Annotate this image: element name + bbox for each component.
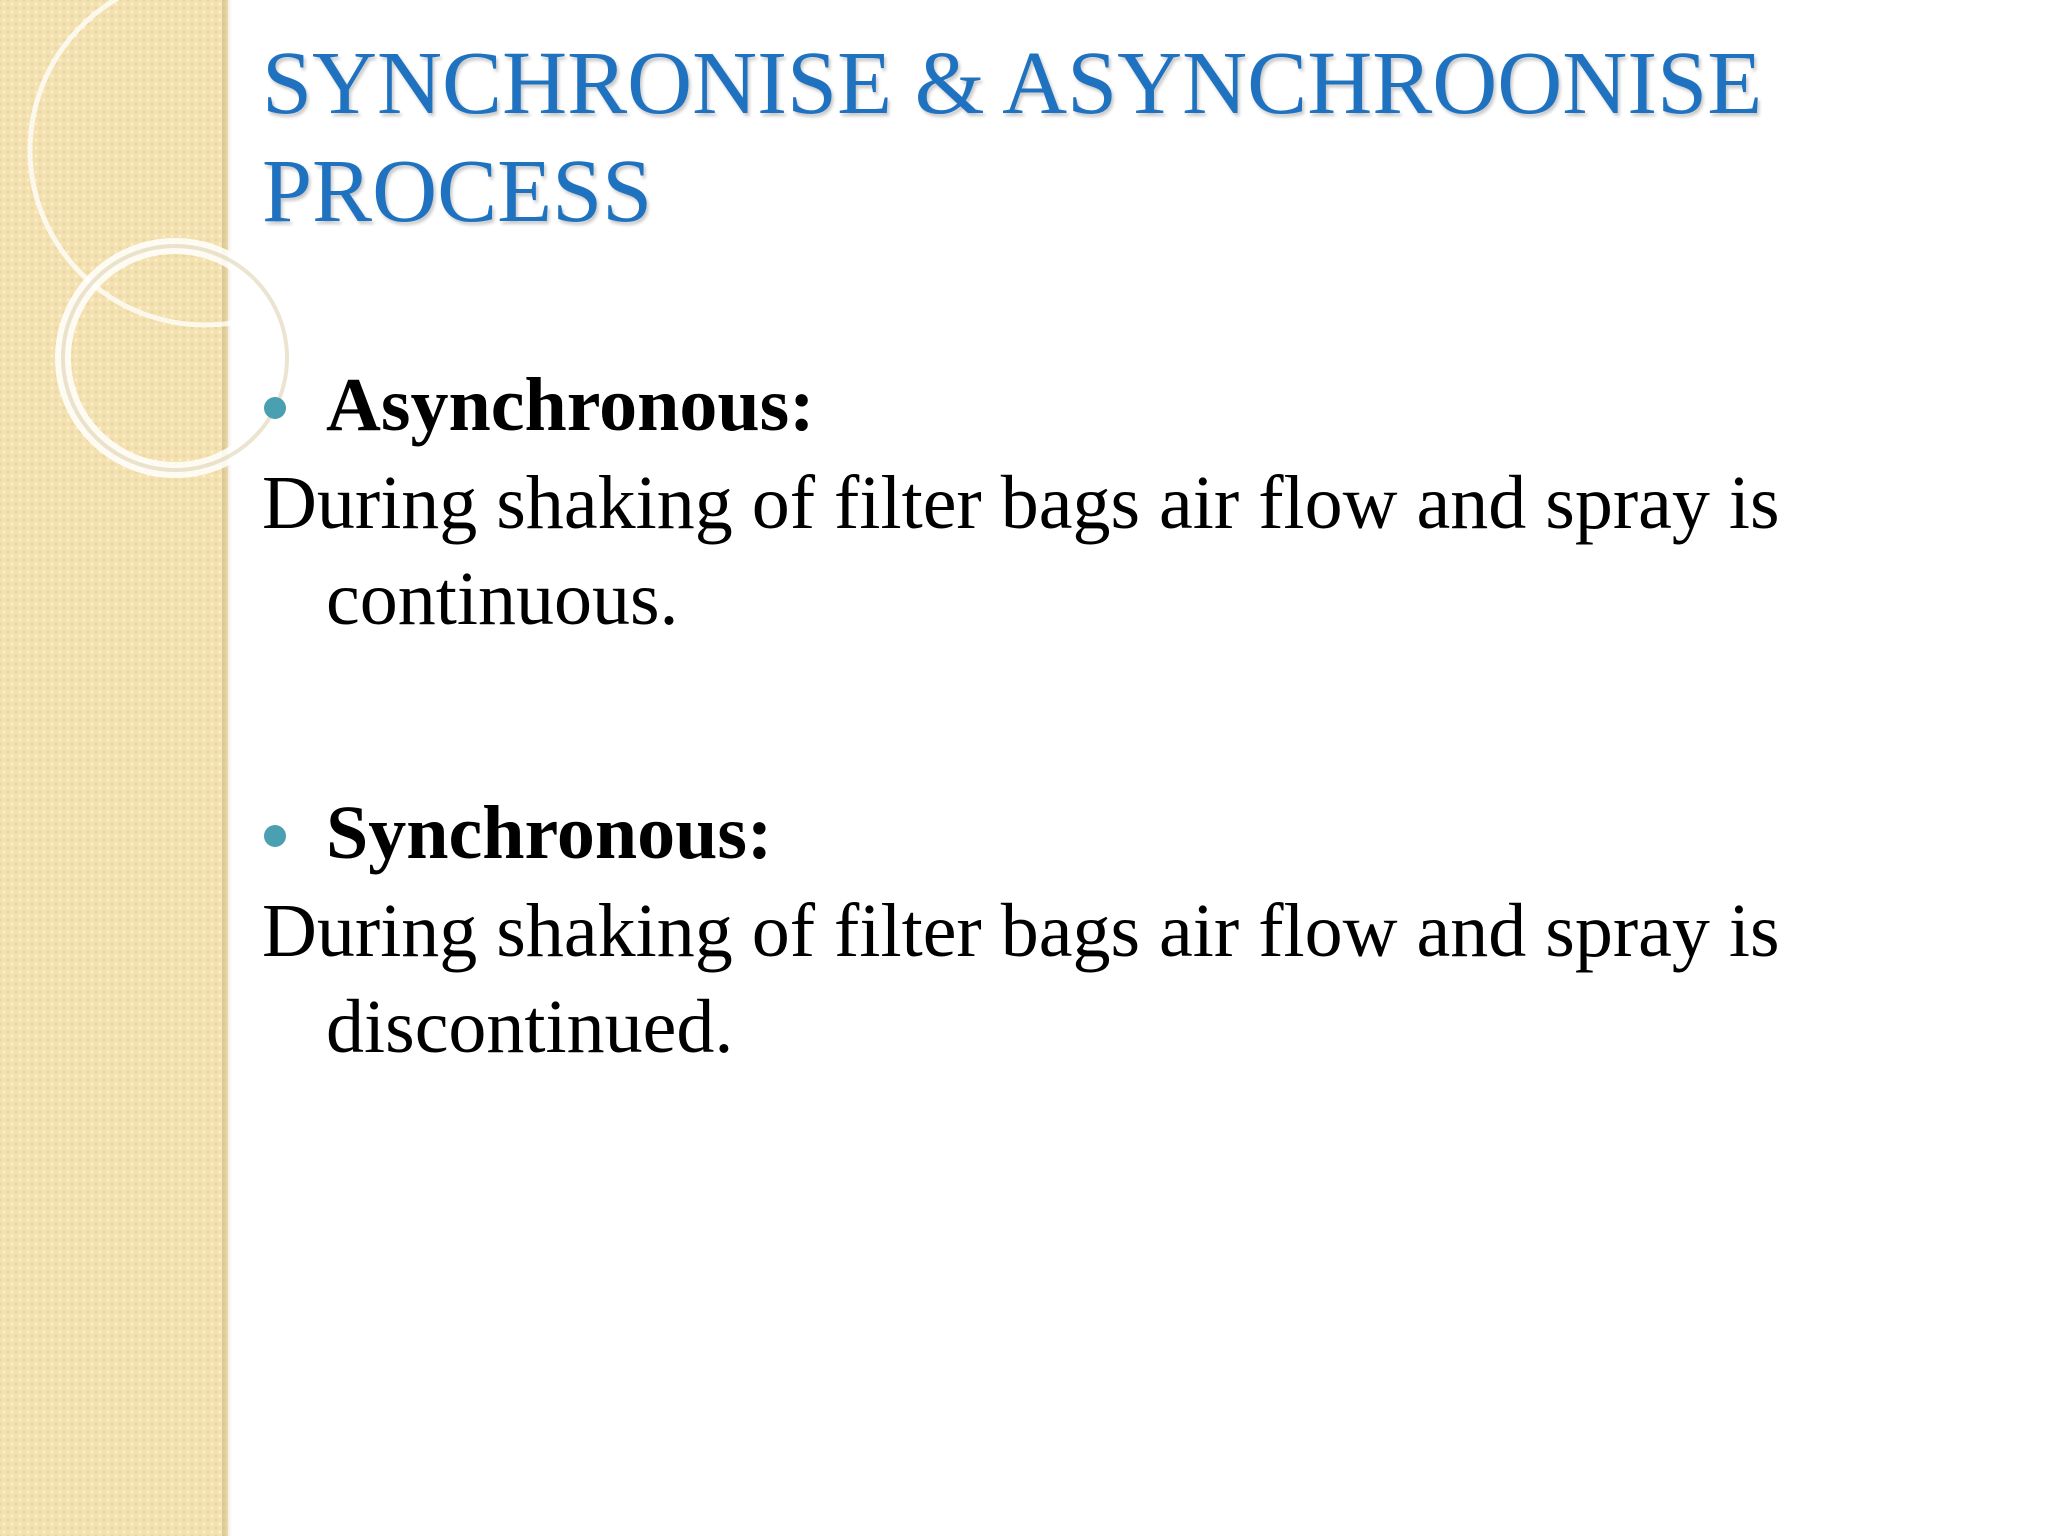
bullet-item-asynchronous: [262, 355, 1962, 455]
bullet-heading: Synchronous:: [326, 791, 773, 875]
bullet-description: During shaking of filter bags air flow and spray is discontinued.: [262, 889, 1780, 1069]
slide-title: SYNCHRONISE & ASYNCHROONISE PROCESS: [262, 34, 1763, 241]
bullet-dot-icon: [264, 397, 286, 419]
decorative-ring-small-shade: [63, 246, 287, 470]
spacer: [262, 647, 1962, 783]
bullet-heading: Asynchronous:: [326, 363, 815, 447]
bullet-dot-icon: [264, 825, 286, 847]
bullet-item-synchronous: [262, 783, 1962, 883]
slide-content: [262, 355, 1962, 1075]
bullet-description: During shaking of filter bags air flow and spray is continuous.: [262, 461, 1780, 641]
